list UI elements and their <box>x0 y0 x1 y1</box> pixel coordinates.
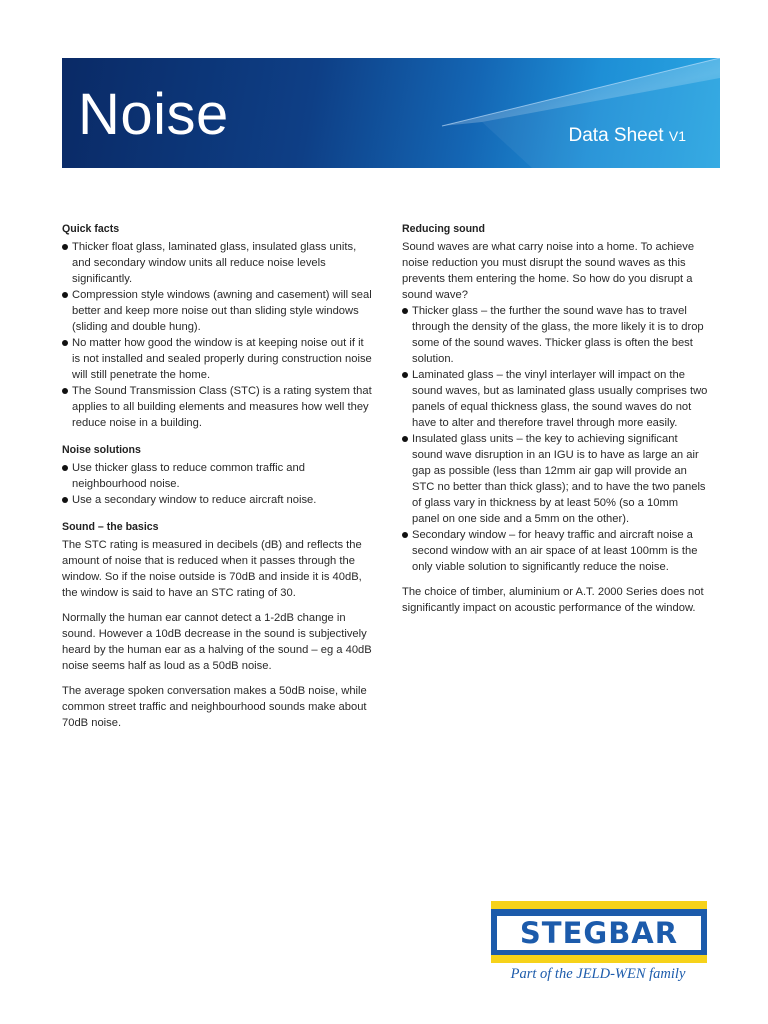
logo-wordmark: STEGBAR <box>497 916 701 950</box>
list-item: Insulated glass units – the key to achieving significant sound wave disruption in an IGU is to have as large an air gap as possible (less than 12mm air gap will provide an STC no better than thick glass); and to have the two panels of glass vary in thickness by at least 50% (so a 10mm panel on one side and a 5mm on the other). <box>402 431 708 527</box>
closing-paragraph: The choice of timber, aluminium or A.T. 2000 Series does not significantly impact on acoustic performance of the window. <box>402 586 704 614</box>
version-label: V1 <box>668 128 686 144</box>
logo-stripe-top <box>491 901 707 909</box>
quick-facts-list <box>62 239 374 431</box>
list-item: Laminated glass – the vinyl interlayer will impact on the sound waves, but as laminated glass usually comprises two panels of equal thickness glass, the sound waves do not have to alter and therefore travel through more easily. <box>402 367 708 431</box>
intro-paragraph: Sound waves are what carry noise into a home. To achieve noise reduction you must disrupt the sound waves as this prevents them entering the home. So how do you disrupt a sound wave? <box>402 241 695 301</box>
stegbar-logo <box>491 901 707 963</box>
basics-section <box>62 519 374 731</box>
list-item: Thicker float glass, laminated glass, insulated glass units, and secondary window units all reduce noise levels significantly. <box>62 239 374 287</box>
page-subtitle <box>569 126 686 145</box>
header-banner <box>62 58 720 168</box>
paragraph: The STC rating is measured in decibels (dB) and reflects the amount of noise that is reduced when it passes through the window. So if the noise outside is 70dB and inside it is 40dB, the window is said to have an STC rating of 30. <box>62 539 362 599</box>
reducing-sound-heading: Reducing sound <box>402 223 485 235</box>
list-item: Use a secondary window to reduce aircraft noise. <box>62 492 374 508</box>
paragraph: The average spoken conversation makes a 50dB noise, while common street traffic and neighbourhood sounds make about 70dB noise. <box>62 685 367 729</box>
list-item: No matter how good the window is at keeping noise out if it is not installed and sealed properly during construction noise will still penetrate the home. <box>62 335 374 383</box>
noise-solutions-heading: Noise solutions <box>62 444 141 456</box>
page-title: Noise <box>78 82 229 147</box>
brand-tagline: Part of the JELD-WEN family <box>510 966 686 982</box>
list-item: Secondary window – for heavy traffic and aircraft noise a second window with an air space of at least 100mm is the only viable solution to significantly reduce the noise. <box>402 527 708 575</box>
logo-stripe-bottom <box>491 955 707 963</box>
list-item: Use thicker glass to reduce common traffic and neighbourhood noise. <box>62 460 374 492</box>
list-item: The Sound Transmission Class (STC) is a rating system that applies to all building elements and measures how well they reduce noise in a building. <box>62 383 374 431</box>
paragraph: Normally the human ear cannot detect a 1-2dB change in sound. However a 10dB decrease in the sound is subjectively heard by the human ear as a halving of the sound – eg a 40dB noise seems half as loud as a 50dB noise. <box>62 612 372 672</box>
list-item: Thicker glass – the further the sound wave has to travel through the density of the glass, the more likely it is to drop some of the sound waves. Thicker glass is often the best solution. <box>402 303 708 367</box>
quick-facts-section <box>62 221 374 431</box>
left-column <box>62 221 374 742</box>
reducing-sound-list <box>402 303 708 575</box>
noise-solutions-section <box>62 442 374 508</box>
quick-facts-heading: Quick facts <box>62 223 120 235</box>
noise-solutions-list <box>62 460 374 508</box>
list-item: Compression style windows (awning and casement) will seal better and keep more noise out than sliding style windows (sliding and double hung). <box>62 287 374 335</box>
basics-heading: Sound – the basics <box>62 521 159 533</box>
subtitle-text: Data Sheet <box>568 125 664 146</box>
right-column <box>402 221 708 627</box>
reducing-sound-section <box>402 221 708 616</box>
